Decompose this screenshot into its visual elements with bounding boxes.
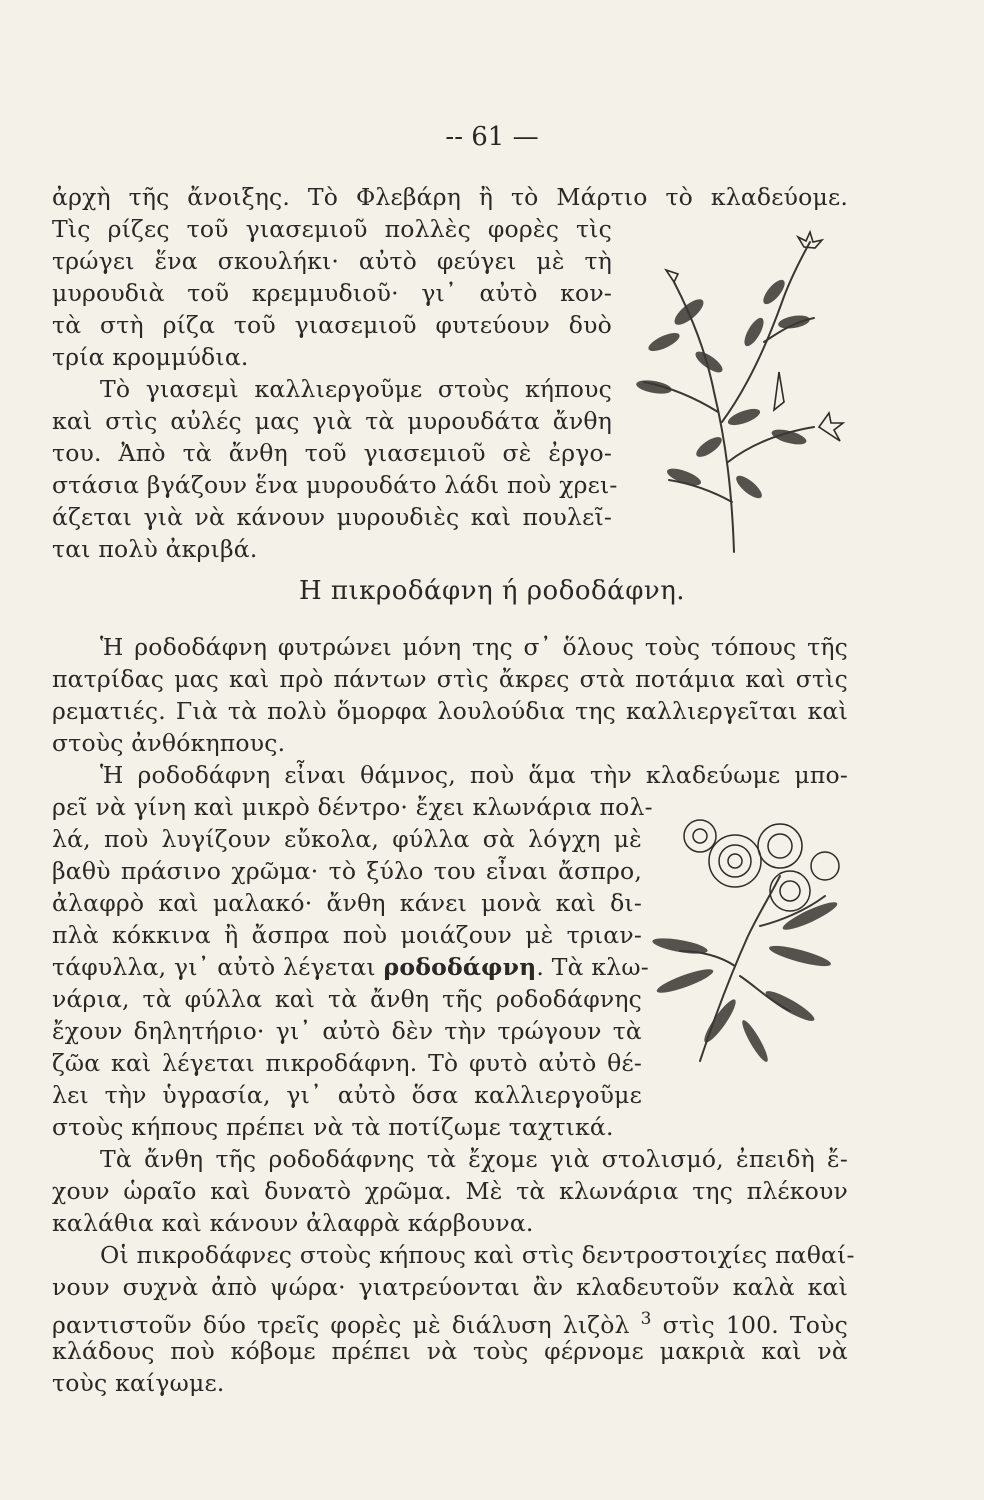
text-line: πλὰ κόκκινα ἢ ἄσπρα ποὺ μοιάζουν μὲ τριαν- [52, 921, 642, 949]
page-number: -- 61 — [445, 122, 539, 152]
text-line: Ἡ ροδοδάφνη εἶναι θάμνος, ποὺ ἅμα τὴν κλαδεύωμε μπο- [100, 761, 848, 789]
emphasized-term: ροδοδάφνη [383, 953, 537, 981]
text-line: στοὺς ἀνθόκηπους. [52, 729, 286, 757]
text-span: ραντιστοῦν δύο τρεῖς φορὲς μὲ διάλυση λιζὸλ [52, 1310, 641, 1339]
text-line: ζῶα καὶ λέγεται πικροδάφνη. Τὸ φυτὸ αὐτὸ θέ- [52, 1049, 642, 1077]
text-line: νάρια, τὰ φύλλα καὶ τὰ ἄνθη τῆς ροδοδάφνης [52, 985, 642, 1013]
text-line: καὶ στὶς αὐλές μας γιὰ τὰ μυρουδάτα ἄνθη [52, 407, 612, 435]
text-line: νουν συχνὰ ἀπὸ ψώρα· γιατρεύονται ἂν κλαδευτοῦν καλὰ καὶ [52, 1273, 848, 1301]
superscript-number: 3 [640, 1309, 652, 1329]
text-line: καλάθια καὶ κάνουν ἀλαφρὰ κάρβουνα. [52, 1209, 534, 1237]
text-line: Ἡ ροδοδάφνη φυτρώνει μόνη της σ᾿ ὅλους τοὺς τόπους τῆς [100, 633, 848, 661]
text-line: μυρουδιὰ τοῦ κρεμμυδιοῦ· γι᾿ αὐτὸ κον- [52, 279, 612, 307]
text-line: πατρίδας μας καὶ πρὸ πάντων στὶς ἄκρες στὰ ποτάμια καὶ στὶς [52, 665, 848, 693]
text-line: τὰ στὴ ρίζα τοῦ γιασεμιοῦ φυτεύουν δυὸ [52, 311, 612, 339]
text-line: λει τὴν ὑγρασία, γι᾿ αὐτὸ ὅσα καλλιεργοῦμε [52, 1081, 642, 1109]
text-line: βαθὺ πράσινο χρῶμα· τὸ ξύλο του εἶναι ἄσπρο, [52, 857, 642, 885]
text-line: ἔχουν δηλητήριο· γι᾿ αὐτὸ δὲν τὴν τρώγουν τὰ [52, 1017, 642, 1045]
jasmine-flower-illustration [614, 222, 854, 560]
text-line: ἀρχὴ τῆς ἄνοιξης. Τὸ Φλεβάρη ἢ τὸ Μάρτιο τὸ κλαδεύομε. [52, 183, 848, 211]
text-line: λά, ποὺ λυγίζουν εὔκολα, φύλλα σὰ λόγχη μὲ [52, 825, 642, 853]
text-line: τρία κρομμύδια. [52, 343, 249, 371]
text-line: κλάδους ποὺ κόβομε πρέπει νὰ τοὺς φέρνομε μακριὰ καὶ νὰ [52, 1337, 848, 1365]
section-heading: Η πικροδάφνη ή ροδοδάφνη. [298, 576, 686, 606]
text-line: άζεται γιὰ νὰ κάνουν μυρουδιὲς καὶ πουλεῖ- [52, 503, 612, 531]
text-line [52, 1304, 848, 1340]
text-line: ρεματιές. Γιὰ τὰ πολὺ ὅμορφα λουλούδια της καλλιεργεῖται καὶ [52, 697, 848, 725]
text-line: τρώγει ἕνα σκουλήκι· αὐτὸ φεύγει μὲ τὴ [52, 247, 612, 275]
text-line: στοὺς κήπους πρέπει νὰ τὰ ποτίζωμε ταχτικά. [52, 1113, 614, 1141]
oleander-flower-illustration [640, 806, 860, 1066]
text-line: τοὺς καίγωμε. [52, 1369, 225, 1397]
text-line [52, 952, 649, 982]
text-span: τάφυλλα, γι᾿ αὐτὸ λέγεται [52, 953, 384, 981]
text-line: ρεῖ νὰ γίνη καὶ μικρὸ δέντρο· ἔχει κλωνάρια πολ- [52, 793, 653, 821]
text-line: Τὰ ἄνθη τῆς ροδοδάφνης τὰ ἔχομε γιὰ στολισμό, ἐπειδὴ ἔ- [100, 1145, 848, 1173]
text-line: χουν ὡραῖο καὶ δυνατὸ χρῶμα. Μὲ τὰ κλωνάρια της πλέκουν [52, 1177, 848, 1205]
text-line: Τὶς ρίζες τοῦ γιασεμιοῦ πολλὲς φορὲς τὶς [52, 215, 612, 243]
text-line: ἀλαφρὸ καὶ μαλακό· ἄνθη κάνει μονὰ καὶ δι- [52, 889, 642, 917]
text-span: στὶς 100. Τοὺς [651, 1310, 848, 1339]
text-line: ται πολὺ ἀκριβά. [52, 535, 258, 563]
text-line: στάσια βγάζουν ἕνα μυρουδάτο λάδι ποὺ χρει- [52, 471, 618, 499]
text-line: του. Ἀπὸ τὰ ἄνθη τοῦ γιασεμιοῦ σὲ ἐργο- [52, 439, 612, 467]
text-line: Οἱ πικροδάφνες στοὺς κήπους καὶ στὶς δεντροστοιχίες παθαί- [100, 1241, 855, 1269]
text-span: . Τὰ κλω- [536, 953, 649, 981]
text-line: Τὸ γιασεμὶ καλλιεργοῦμε στοὺς κήπους [100, 375, 612, 403]
